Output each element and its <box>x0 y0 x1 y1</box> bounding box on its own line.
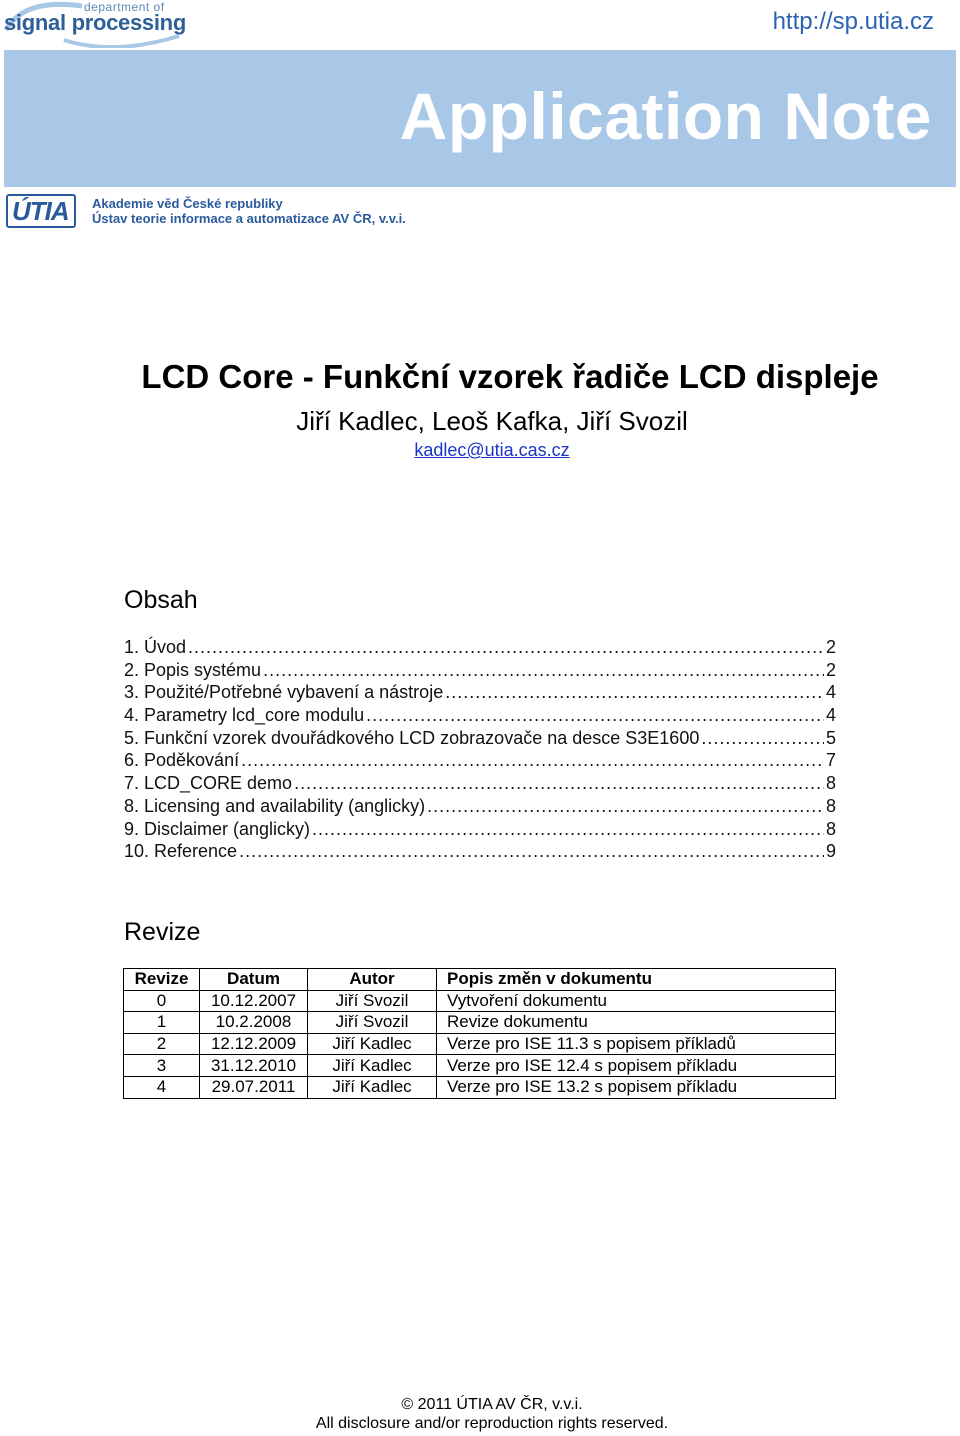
cell-revision: 1 <box>124 1012 200 1034</box>
logo-department-text: department of <box>84 0 165 14</box>
toc-item[interactable] <box>124 840 836 863</box>
toc-item-page: 2 <box>825 659 836 680</box>
toc-dot-leader <box>427 795 824 818</box>
toc-item-label: 1. Úvod <box>124 637 187 657</box>
cell-revision: 2 <box>124 1033 200 1055</box>
column-header-author: Autor <box>308 969 437 991</box>
toc-item-label: 6. Poděkování <box>124 750 240 771</box>
cell-description: Verze pro ISE 12.4 s popisem příkladu <box>437 1055 836 1077</box>
revisions-heading: Revize <box>124 918 201 946</box>
cell-author: Jiří Kadlec <box>308 1076 437 1098</box>
cell-description: Verze pro ISE 11.3 s popisem příkladů <box>437 1033 836 1055</box>
utia-logo-text: ÚTIA <box>12 196 69 226</box>
toc-item-page: 8 <box>825 795 836 816</box>
toc-item-page: 5 <box>825 727 836 748</box>
cell-author: Jiří Svozil <box>308 1012 437 1034</box>
table-row <box>124 990 836 1012</box>
toc-item-page: 4 <box>825 705 836 726</box>
cell-author: Jiří Svozil <box>308 990 437 1012</box>
table-row <box>124 1076 836 1098</box>
toc-dot-leader <box>445 681 824 704</box>
utia-logo <box>6 194 76 228</box>
cell-description: Vytvoření dokumentu <box>437 990 836 1012</box>
header-banner <box>4 50 956 187</box>
toc-item[interactable] <box>124 704 836 727</box>
email-link[interactable]: kadlec@utia.cas.cz <box>414 440 570 460</box>
footer-rights: All disclosure and/or reproduction rights reserved. <box>315 1415 669 1432</box>
document-authors: Jiří Kadlec, Leoš Kafka, Jiří Svozil <box>296 406 688 436</box>
toc-dot-leader <box>239 840 824 863</box>
toc-item[interactable] <box>124 727 836 750</box>
toc-item-page: 9 <box>825 841 836 862</box>
toc-item-label: 7. LCD_CORE demo <box>124 773 293 794</box>
toc-item[interactable] <box>124 795 836 818</box>
toc-item[interactable] <box>124 681 836 704</box>
toc-dot-leader <box>312 818 824 841</box>
toc-item[interactable] <box>124 772 836 795</box>
page-footer <box>0 1395 960 1433</box>
cell-revision: 4 <box>124 1076 200 1098</box>
cell-revision: 3 <box>124 1055 200 1077</box>
toc-item-label: 2. Popis systému <box>124 659 262 680</box>
document-title: LCD Core - Funkční vzorek řadiče LCD displeje <box>141 358 879 395</box>
toc-item[interactable] <box>124 636 836 659</box>
banner-title: Application Note <box>399 79 932 153</box>
cell-date: 10.12.2007 <box>200 990 308 1012</box>
cell-date: 29.07.2011 <box>200 1076 308 1098</box>
toc-item-page: 2 <box>825 637 836 657</box>
cell-date: 31.12.2010 <box>200 1055 308 1077</box>
toc-item[interactable] <box>124 659 836 682</box>
institute-name <box>92 196 406 226</box>
cell-date: 10.2.2008 <box>200 1012 308 1034</box>
toc-item-label: 10. Reference <box>124 841 238 862</box>
site-url-link[interactable]: http://sp.utia.cz <box>772 8 934 35</box>
toc-item-page: 8 <box>825 773 836 794</box>
toc-item-page: 8 <box>825 818 836 839</box>
column-header-revision: Revize <box>124 969 200 991</box>
toc-item-label: 5. Funkční vzorek dvouřádkového LCD zobrazovače na desce S3E1600 <box>124 727 700 748</box>
cell-author: Jiří Kadlec <box>308 1055 437 1077</box>
cell-description: Revize dokumentu <box>437 1012 836 1034</box>
toc-item-page: 7 <box>825 750 836 771</box>
toc-dot-leader <box>701 727 824 750</box>
signal-processing-logo <box>4 0 204 48</box>
toc-dot-leader <box>294 772 824 795</box>
toc-item-label: 4. Parametry lcd_core modulu <box>124 705 365 726</box>
cell-date: 12.12.2009 <box>200 1033 308 1055</box>
toc-dot-leader <box>366 704 824 727</box>
cell-author: Jiří Kadlec <box>308 1033 437 1055</box>
toc-heading: Obsah <box>124 586 198 614</box>
table-row <box>124 1055 836 1077</box>
column-header-date: Datum <box>200 969 308 991</box>
toc-dot-leader <box>188 636 824 659</box>
revisions-table <box>123 968 836 1099</box>
document-email <box>0 440 960 461</box>
logo-name-text: signal processing <box>4 10 186 35</box>
cell-description: Verze pro ISE 13.2 s popisem příkladu <box>437 1076 836 1098</box>
toc-dot-leader <box>241 749 824 772</box>
cell-revision: 0 <box>124 990 200 1012</box>
toc-item-label: 8. Licensing and availability (anglicky) <box>124 795 426 816</box>
toc-item[interactable] <box>124 818 836 841</box>
table-of-contents <box>124 636 836 863</box>
table-row <box>124 1033 836 1055</box>
institute-line-1: Akademie věd České republiky <box>92 196 283 211</box>
footer-copyright: © 2011 ÚTIA AV ČR, v.v.i. <box>401 1396 583 1413</box>
column-header-description: Popis změn v dokumentu <box>437 969 836 991</box>
toc-item-page: 4 <box>825 682 836 703</box>
toc-dot-leader <box>263 659 824 682</box>
table-header-row <box>124 969 836 991</box>
toc-item-label: 9. Disclaimer (anglicky) <box>124 818 311 839</box>
toc-item-label: 3. Použité/Potřebné vybavení a nástroje <box>124 682 444 703</box>
institute-line-2: Ústav teorie informace a automatizace AV ČR, v.v.i. <box>92 211 406 226</box>
table-row <box>124 1012 836 1034</box>
toc-item[interactable] <box>124 749 836 772</box>
